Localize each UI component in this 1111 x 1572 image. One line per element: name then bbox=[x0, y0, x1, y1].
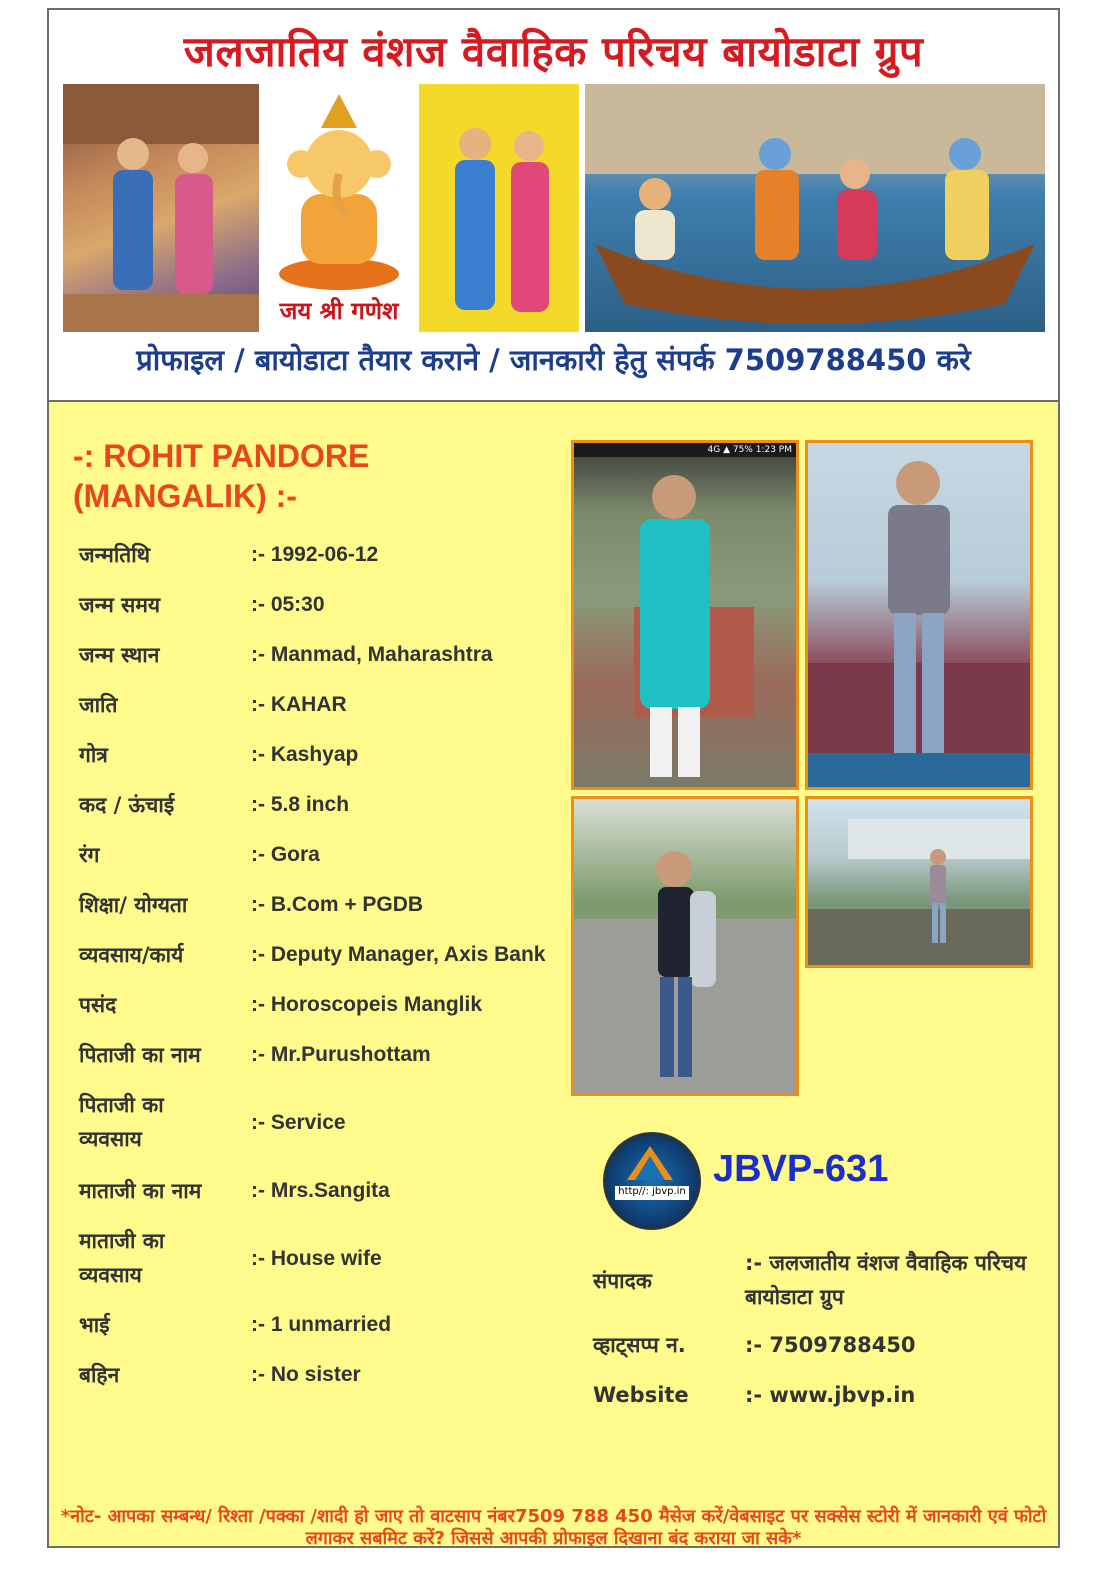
row-value: :- 5.8 inch bbox=[251, 793, 350, 816]
row-label: माताजी का व्यवसाय bbox=[79, 1229, 165, 1287]
row-label: पिताजी का व्यवसाय bbox=[79, 1093, 164, 1151]
row-label: कद / ऊंचाई bbox=[79, 793, 175, 817]
row-label: बहिन bbox=[79, 1363, 120, 1387]
row-value: :- Kashyap bbox=[251, 743, 359, 766]
profile-photo-4 bbox=[805, 796, 1033, 968]
banner-image-boat bbox=[585, 84, 1045, 332]
footer-note: *नोट- आपका सम्बन्ध/ रिश्ता /पक्का /शादी हो जाए तो वाटसाप नंबर7509 788 450 मैसेज करें/वेबसाइट पर सक्सेस स्टोरी में जानकारी एवं फोटो लगाकर सबमिट करें? जिससे आपकी प्रोफाइल दिखाना बंद कराया जा सके* bbox=[60, 1506, 1047, 1549]
editor-label: संपादक bbox=[593, 1269, 652, 1293]
profile-body bbox=[49, 402, 1058, 1549]
profile-photo-1 bbox=[571, 440, 799, 790]
row-value: :- House wife bbox=[251, 1247, 382, 1270]
banner bbox=[49, 10, 1058, 402]
phone-status-bar: 4G ▲ 75% 1:23 PM bbox=[574, 443, 796, 457]
logo-url: http//: jbvp.in bbox=[615, 1186, 689, 1200]
website-value[interactable]: :- www.jbvp.in bbox=[745, 1383, 916, 1407]
row-value: :- Deputy Manager, Axis Bank bbox=[251, 943, 546, 966]
biodata-card bbox=[47, 8, 1060, 1548]
row-value: :- No sister bbox=[251, 1363, 361, 1386]
editor-value: :- जलजातीय वंशज वैवाहिक परिचय बायोडाटा ग्रुप bbox=[745, 1251, 1027, 1309]
banner-contact: प्रोफाइल / बायोडाटा तैयार कराने / जानकारी हेतु संपर्क 7509788450 करे bbox=[136, 343, 971, 377]
row-label: जन्म स्थान bbox=[79, 643, 160, 667]
row-label: जन्म समय bbox=[79, 593, 161, 617]
row-label: शिक्षा/ योग्यता bbox=[79, 893, 188, 917]
row-value: :- 1 unmarried bbox=[251, 1313, 392, 1336]
profile-photo-3 bbox=[571, 796, 799, 1096]
profile-name: -: ROHIT PANDORE (MANGALIK) :- bbox=[73, 438, 370, 514]
row-value: :- Gora bbox=[251, 843, 320, 866]
banner-image-3 bbox=[419, 84, 579, 332]
row-value: :- Horoscopeis Manglik bbox=[251, 993, 483, 1016]
row-value: :- KAHAR bbox=[251, 693, 347, 716]
jbvp-logo bbox=[603, 1132, 701, 1230]
row-label: जाति bbox=[79, 693, 118, 717]
profile-photo-2 bbox=[805, 440, 1033, 790]
row-value: :- 1992-06-12 bbox=[251, 543, 379, 566]
website-label: Website bbox=[593, 1383, 689, 1407]
row-value: :- B.Com + PGDB bbox=[251, 893, 424, 916]
row-label: जन्मतिथि bbox=[79, 543, 151, 567]
row-label: भाई bbox=[79, 1313, 110, 1337]
ganesh-caption: जय श्री गणेश bbox=[279, 297, 399, 325]
row-label: पिताजी का नाम bbox=[79, 1043, 201, 1067]
row-value: :- Mrs.Sangita bbox=[251, 1179, 390, 1202]
whatsapp-label: व्हाट्सप्प न. bbox=[593, 1333, 686, 1357]
row-value: :- Manmad, Maharashtra bbox=[251, 643, 493, 666]
row-label: पसंद bbox=[79, 993, 117, 1017]
row-value: :- 05:30 bbox=[251, 593, 325, 616]
row-label: रंग bbox=[79, 843, 100, 867]
banner-title: जलजातिय वंशज वैवाहिक परिचय बायोडाटा ग्रुप bbox=[183, 27, 924, 76]
row-label: व्यवसाय/कार्य bbox=[79, 943, 184, 967]
row-value: :- Service bbox=[251, 1111, 346, 1134]
whatsapp-value: :- 7509788450 bbox=[745, 1333, 916, 1357]
row-label: माताजी का नाम bbox=[79, 1179, 202, 1203]
banner-image-1 bbox=[63, 84, 259, 332]
profile-id: JBVP-631 bbox=[713, 1148, 889, 1190]
row-label: गोत्र bbox=[79, 743, 108, 767]
row-value: :- Mr.Purushottam bbox=[251, 1043, 431, 1066]
